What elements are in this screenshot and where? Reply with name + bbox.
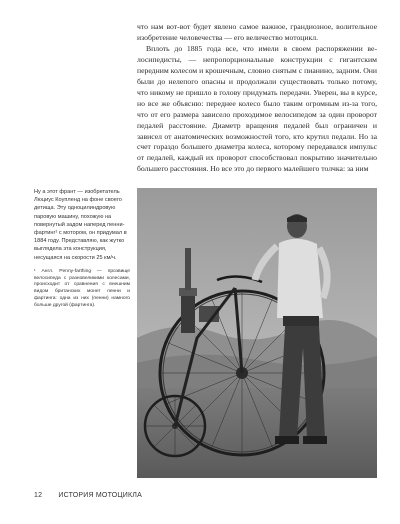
body-paragraph-2: Вплоть до 1885 года все, что имели в своем распоряжении велосипедисты, — непропорциональные конструкции с гигантским передним колесом и крошечным, словно снятым с пианино, задним. Они были до нелепого опасны и продолжали существовать только потому, что никому не пришло в голову придумать передачи. Уверен, вы в курсе, но все же объясню: переднее колесо было таким огромным из-за того, что от его размера зависело проходимое велосипедом за один проворот педалей расстояние. Диаметр вращения педалей был ограничен и зависел от анатомических возможностей того, кто крутил педали. Но за счет гораздо большего диаметра колеса, которому передавался импульс от педалей, каждый их проворот способствовал покрытию значительно большего расстояния. Но все это до первого малейшего толчка: за ним (137, 43, 377, 174)
photo-caption: Ну а этот франт — изобретатель Люциус Коупленд на фоне своего детища. Эту одноцилиндровую паровую машину, похожую на повернутый задом наперед пенни-фартинг¹ с мотором, он придумал в 1884 году. Представляю, как жутко выглядела эта конструкция, несущаяся на скорости 25 км/ч. (34, 189, 127, 261)
historical-photo (137, 188, 377, 478)
body-paragraph-1: что нам вот-вот будет явлено самое важное, грандиозное, волительное изобретение человечества — его величество мотоцикл. (137, 22, 377, 42)
footnote: ¹ Англ. Penny-farthing — прозвище велосипеда с разновеликими колесами, происходит от сравнения с внешним видом британских монет пенни и фартинга: одна из них (пенни) намного больше другой (фартинга). (34, 269, 130, 308)
running-title: ИСТОРИЯ МОТОЦИКЛА (58, 492, 142, 499)
page-number: 12 (34, 492, 43, 499)
page-footer (34, 492, 142, 499)
main-text-column (137, 22, 377, 175)
copeland-steam-bicycle-illustration (137, 188, 377, 478)
